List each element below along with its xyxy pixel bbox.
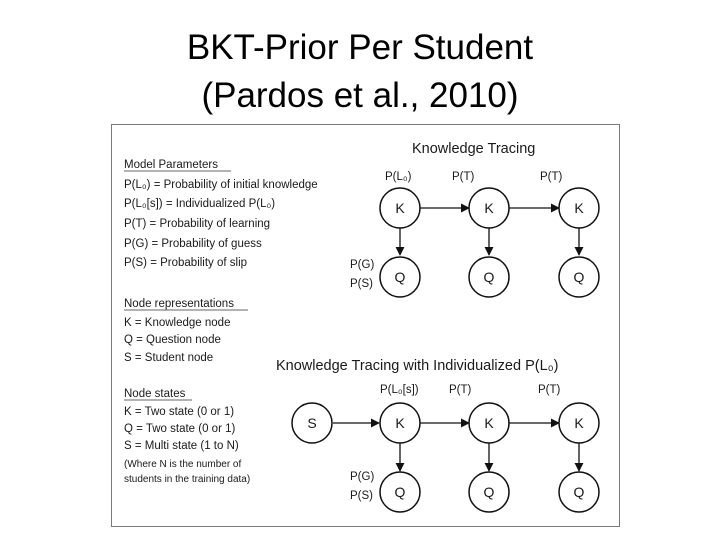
legend-node-q: Q = Question node: [124, 334, 221, 346]
bottom-param-t-2: P(T): [538, 384, 561, 396]
node-representations-heading: Node representations: [124, 298, 234, 310]
bkt-figure: [111, 124, 620, 527]
legend-model-parameters: [124, 159, 318, 269]
top-question-node-1-label: Q: [394, 269, 406, 285]
bottom-param-l0s: P(L₀[s]): [380, 384, 419, 396]
legend-note-line-1: (Where N is the number of: [124, 459, 242, 470]
top-param-l0: P(L₀): [385, 171, 412, 183]
slide-title-line-2: (Pardos et al., 2010): [201, 76, 519, 115]
bottom-param-g: P(G): [350, 471, 375, 483]
bottom-question-node-3-label: Q: [573, 484, 585, 500]
legend-note-line-2: students in the training data): [124, 474, 251, 485]
bottom-student-node-label: S: [307, 415, 317, 431]
individualized-knowledge-tracing-diagram: [276, 358, 599, 512]
legend-state-q: Q = Two state (0 or 1): [124, 423, 236, 435]
legend-param-s: P(S) = Probability of slip: [124, 257, 248, 269]
legend-state-k: K = Two state (0 or 1): [124, 406, 235, 418]
legend-param-l0s: P(L₀[s]) = Individualized P(L₀): [124, 198, 276, 210]
top-knowledge-node-1-label: K: [395, 200, 405, 216]
legend-state-s: S = Multi state (1 to N): [124, 440, 239, 452]
top-knowledge-node-3: [559, 188, 599, 228]
top-question-node-3-label: Q: [573, 269, 585, 285]
slide-title: [100, 24, 620, 120]
top-param-t-2: P(T): [540, 171, 563, 183]
legend-param-t: P(T) = Probability of learning: [124, 218, 271, 230]
bottom-question-node-1: [380, 472, 420, 512]
knowledge-tracing-title: Knowledge Tracing: [412, 141, 536, 157]
bottom-question-node-2-label: Q: [483, 484, 495, 500]
legend-param-l0: P(L₀) = Probability of initial knowledge: [124, 179, 318, 191]
knowledge-tracing-diagram: [350, 141, 599, 297]
legend-node-k: K = Knowledge node: [124, 317, 231, 329]
top-question-node-2-label: Q: [483, 269, 495, 285]
model-parameters-heading: Model Parameters: [124, 159, 218, 171]
legend-param-g: P(G) = Probability of guess: [124, 238, 262, 250]
bottom-question-node-2: [469, 472, 509, 512]
bottom-student-node: [292, 403, 332, 443]
top-question-node-2: [469, 257, 509, 297]
slide-title-line-1: BKT-Prior Per Student: [186, 28, 534, 67]
bottom-param-t-1: P(T): [449, 384, 472, 396]
individualized-title: Knowledge Tracing with Individualized P(L₀): [276, 358, 559, 374]
bottom-knowledge-node-1-label: K: [395, 415, 405, 431]
bottom-question-node-1-label: Q: [394, 484, 406, 500]
top-knowledge-node-1: [380, 188, 420, 228]
top-param-g: P(G): [350, 259, 375, 271]
node-states-heading: Node states: [124, 388, 186, 400]
bottom-knowledge-node-2: [469, 403, 509, 443]
top-knowledge-node-2: [469, 188, 509, 228]
bottom-knowledge-node-3: [559, 403, 599, 443]
top-question-node-3: [559, 257, 599, 297]
bkt-diagram: [112, 125, 619, 526]
bottom-param-s: P(S): [350, 490, 373, 502]
legend-node-representations: [124, 298, 248, 364]
bottom-knowledge-node-1: [380, 403, 420, 443]
top-knowledge-node-3-label: K: [574, 200, 584, 216]
top-question-node-1: [380, 257, 420, 297]
top-param-t-1: P(T): [452, 171, 475, 183]
top-param-s: P(S): [350, 278, 373, 290]
legend-node-s: S = Student node: [124, 352, 214, 364]
top-knowledge-node-2-label: K: [484, 200, 494, 216]
legend-node-states: [124, 388, 250, 485]
bottom-knowledge-node-3-label: K: [574, 415, 584, 431]
legend: [124, 159, 318, 485]
bottom-question-node-3: [559, 472, 599, 512]
bottom-knowledge-node-2-label: K: [484, 415, 494, 431]
